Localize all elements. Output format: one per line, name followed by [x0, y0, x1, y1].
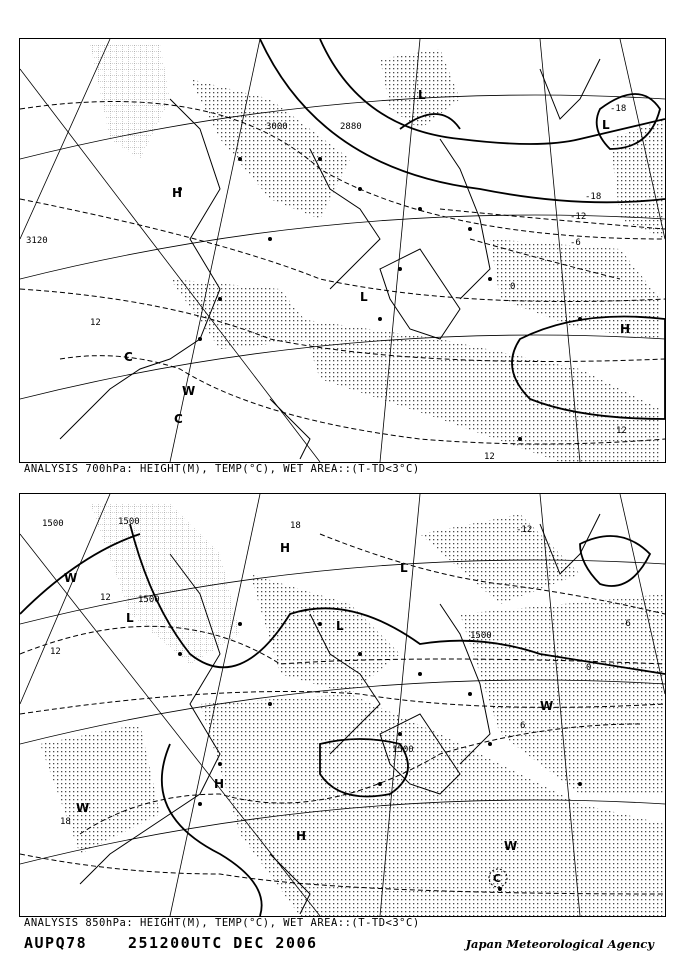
temp-label: -6 — [570, 238, 581, 248]
map-700hpa — [20, 39, 665, 462]
height-label: 1500 — [392, 745, 414, 755]
temp-label: -6 — [620, 619, 631, 629]
high-center-symbol: H — [280, 541, 291, 555]
temp-label: 0 — [586, 663, 592, 673]
height-label: 1500 — [470, 631, 492, 641]
warm-center-symbol: W — [504, 839, 518, 853]
temp-label: 12 — [100, 593, 111, 603]
chart-panel-850hpa — [19, 493, 666, 917]
high-center-symbol: H — [214, 777, 225, 791]
temp-label: 12 — [90, 318, 101, 328]
temp-label: -12 — [516, 525, 533, 535]
chart-code: AUPQ78 — [24, 934, 88, 952]
cold-center-symbol: C — [493, 872, 502, 885]
high-center-symbol: H — [296, 829, 307, 843]
temp-label: 18 — [60, 817, 71, 827]
warm-center-symbol: W — [64, 571, 78, 585]
temp-label: 12 — [616, 426, 627, 436]
low-center-symbol: L — [602, 118, 610, 132]
temp-label: 0 — [510, 282, 516, 292]
temp-label: 12 — [50, 647, 61, 657]
warm-center-symbol: W — [76, 801, 90, 815]
low-center-symbol: L — [418, 88, 426, 102]
height-label: 3120 — [26, 236, 48, 246]
warm-center-symbol: W — [182, 384, 196, 398]
wet-area-shading — [90, 44, 665, 462]
warm-center-symbol: W — [540, 699, 554, 713]
height-label: 1500 — [138, 595, 160, 605]
height-label: 2880 — [340, 122, 362, 132]
chart-panel-700hpa — [19, 38, 666, 463]
temp-label: 6 — [520, 721, 526, 731]
high-center-symbol: H — [172, 186, 183, 200]
height-label: 3000 — [266, 122, 288, 132]
panel-caption-850hpa: ANALYSIS 850hPa: HEIGHT(M), TEMP(°C), WET AREA::(T-TD<3°C) — [24, 917, 420, 929]
cold-center-symbol: C — [124, 350, 133, 364]
cold-center-symbol: C — [174, 412, 183, 426]
analysis-datetime: 251200UTC DEC 2006 — [128, 934, 318, 952]
temp-label: -12 — [570, 212, 587, 222]
temp-label: -18 — [610, 104, 627, 114]
low-center-symbol: L — [360, 290, 368, 304]
agency-name: Japan Meteorological Agency — [465, 937, 654, 951]
panel-caption-700hpa: ANALYSIS 700hPa: HEIGHT(M), TEMP(°C), WET AREA::(T-TD<3°C) — [24, 463, 420, 475]
height-label: 1500 — [42, 519, 64, 529]
temp-label: 12 — [484, 452, 495, 462]
temp-label: -18 — [585, 192, 602, 202]
map-850hpa — [20, 494, 665, 916]
wet-area-shading — [40, 504, 665, 916]
high-center-symbol: H — [620, 322, 631, 336]
low-center-symbol: L — [400, 561, 408, 575]
temp-label: 18 — [290, 521, 301, 531]
low-center-symbol: L — [126, 611, 134, 625]
height-label: 1500 — [118, 517, 140, 527]
low-center-symbol: L — [336, 619, 344, 633]
